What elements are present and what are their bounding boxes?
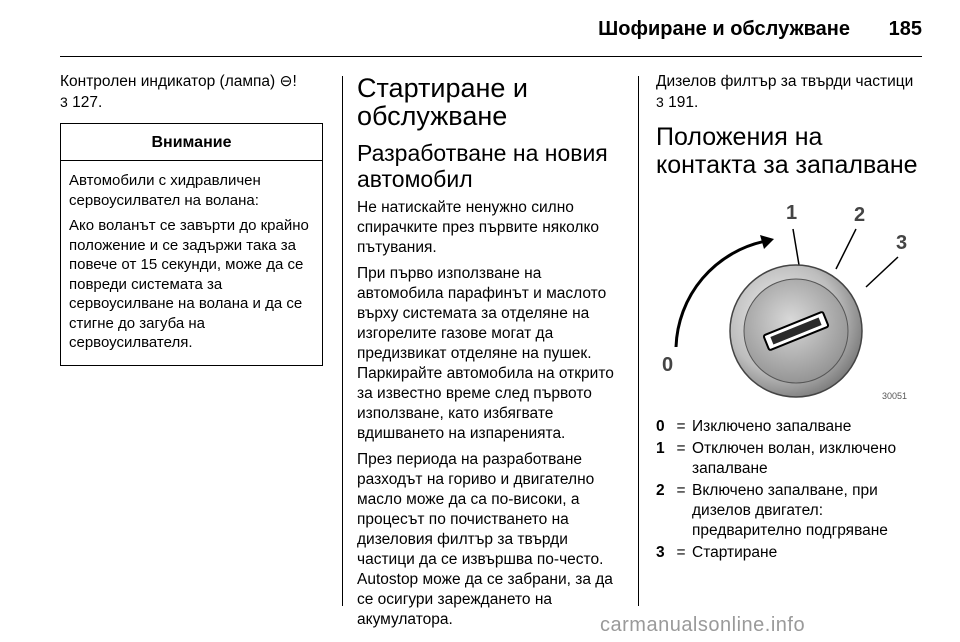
page-number: 185 [888,18,922,40]
section-title-ignition: Положения на контакта за запалване [656,123,918,179]
column-divider-1 [342,76,343,606]
position-tick-2 [836,229,856,269]
position-label-1: 1 [786,202,798,224]
header-rule [60,56,922,57]
position-label-0: 0 [662,354,674,376]
page-ref-arrow-icon: 3 [60,94,68,110]
legend-key: 2 [656,482,665,499]
legend-text: Стартиране [692,544,778,561]
legend-equals: = [676,440,686,457]
warning-body [61,161,322,365]
legend-key: 0 [656,418,665,435]
warning-heading: Внимание [61,124,322,161]
figure-number: 30051 [882,391,908,401]
dpf-ref-text: Дизелов филтър за твърди частици [656,73,914,90]
column-divider-2 [638,76,639,606]
dpf-ref-line [656,72,926,113]
middle-column [357,74,627,636]
warning-para-1: Автомобили с хидравличен сервоусилвател на волана: [69,172,261,209]
legend-item [656,439,926,479]
right-column [656,72,926,565]
subsection-title-break-in: Разработване на новия автомобил [357,140,608,192]
ignition-legend [656,417,926,563]
running-header-title: Шофиране и обслужване [598,18,850,40]
position-label-3: 3 [896,232,908,254]
break-in-para-1: Не натискайте ненужно силно спирачките през първите няколко пътувания. [357,199,600,256]
arc-arrowhead-icon [760,235,774,249]
position-tick-1 [793,229,799,265]
legend-equals: = [676,418,686,435]
page-ref-arrow-icon: 3 [656,94,664,110]
legend-key: 1 [656,440,665,457]
legend-item [656,481,926,541]
position-label-2: 2 [854,204,866,226]
section-title-starting: Стартиране и обслужване [357,73,528,131]
legend-item [656,417,926,437]
warning-para-2: Ако воланът се завърти до крайно положение и се задържи така за повече от 15 секунди, може да се повреди системата за сервоусилване на волана и да се стигне до загуба на сервоусилвателя. [69,217,309,351]
legend-text: Изключено запалване [692,418,852,435]
position-tick-3 [866,257,898,287]
legend-equals: = [676,482,686,499]
dpf-ref-page[interactable]: 191. [668,94,699,111]
legend-key: 3 [656,544,665,561]
left-column [60,72,325,366]
legend-item [656,543,926,563]
break-in-para-3: През периода на разработване разходът на гориво и двигателно масло може да са по-високи, а процесът по почистването на дизеловия филтър за твърди частици да се извършва по-често. Autostop може да се забрани, за да се осигури зареждането на акумулатора. [357,451,613,628]
legend-equals: = [676,544,686,561]
watermark: carmanualsonline.info [600,614,806,636]
indicator-text: Контролен индикатор (лампа) ⊖! [60,73,297,90]
indicator-line [60,72,325,113]
warning-box [60,123,323,366]
legend-text: Отключен волан, изключено запалване [692,440,897,477]
legend-text: Включено запалване, при дизелов двигател: предварително подгряване [692,482,888,539]
indicator-ref-page[interactable]: 127. [72,94,103,111]
ignition-switch-illustration [656,189,918,407]
break-in-para-2: При първо използване на автомобила парафинът и маслото върху системата за отделяне на изгорелите газове могат да предизвикат отделяне на пушек. Паркирайте автомобила на открито за известно време след първото използване, като избягвате вдишването на изпаренията. [357,265,614,442]
